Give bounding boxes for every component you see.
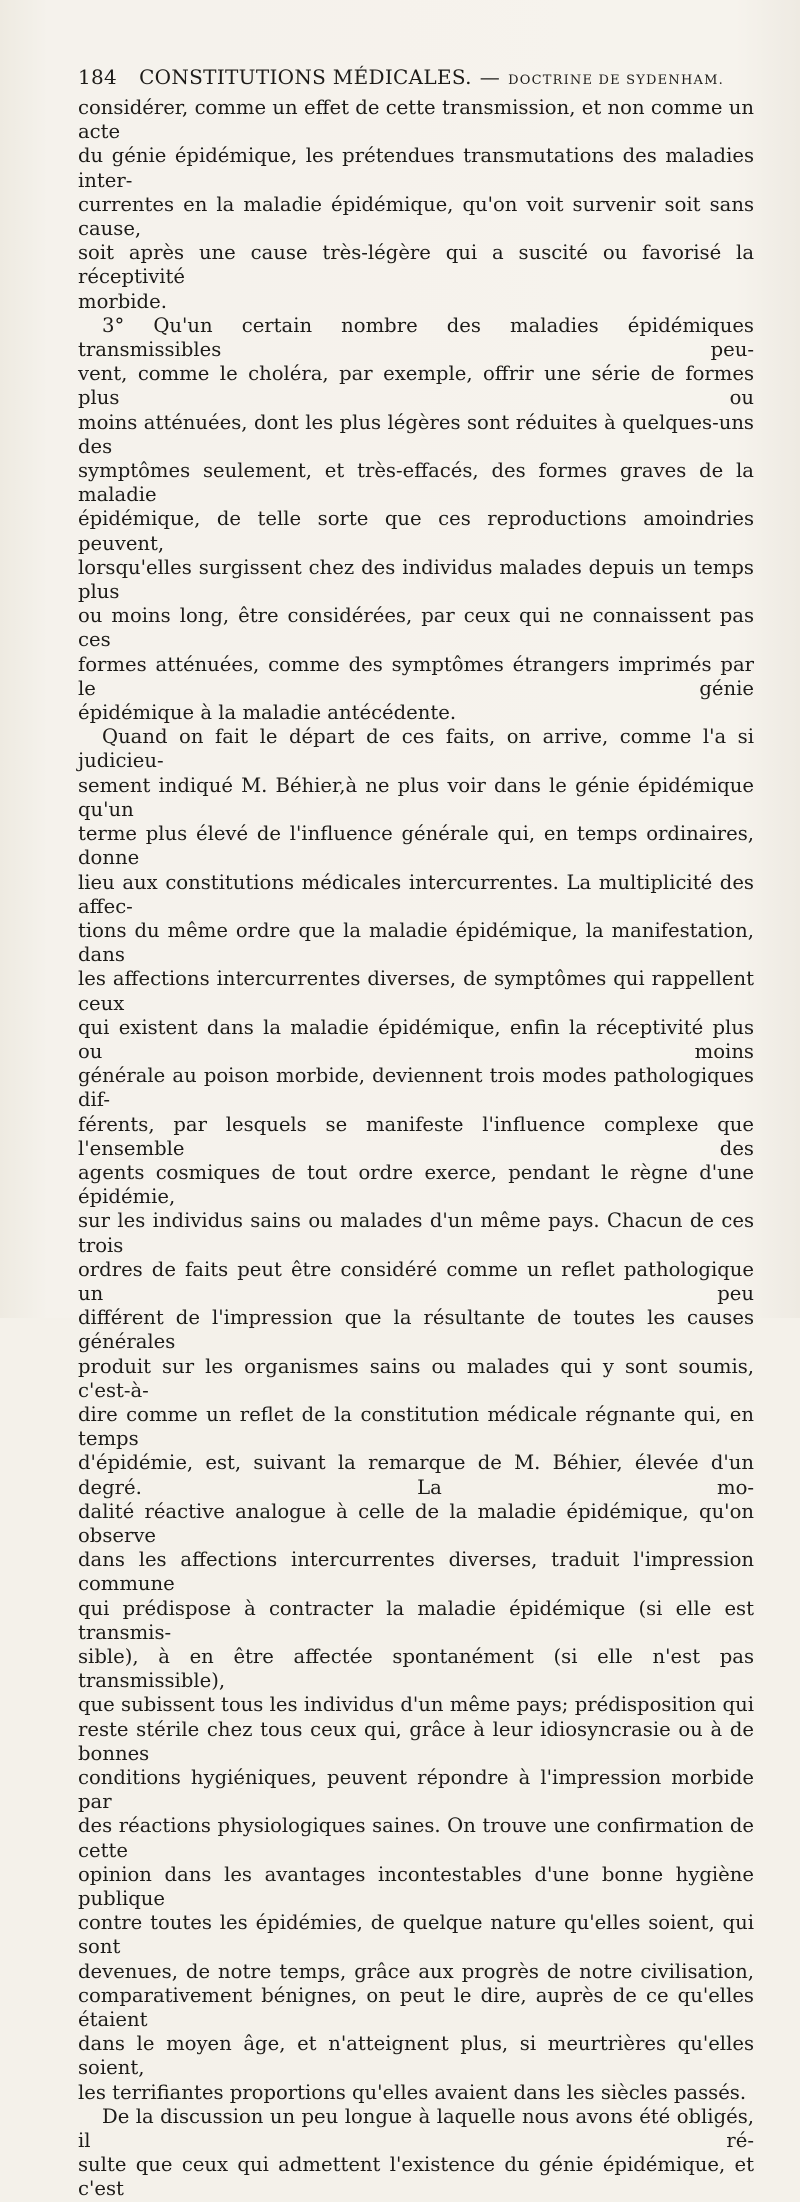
text-line: générale au poison morbide, deviennent trois modes pathologiques dif-	[78, 1064, 754, 1112]
running-subtitle: DOCTRINE DE SYDENHAM.	[508, 73, 724, 88]
text-line: soit après une cause très-légère qui a suscité ou favorisé la réceptivité	[78, 241, 754, 289]
text-line: De la discussion un peu longue à laquelle nous avons été obligés, il ré-	[78, 2104, 754, 2153]
text-line: dans le moyen âge, et n'atteignent plus, si meurtrières qu'elles soient,	[78, 2032, 754, 2080]
text-line: vent, comme le choléra, par exemple, offrir une série de formes plus ou	[78, 362, 754, 410]
text-line: opinion dans les avantages incontestables d'une bonne hygiène publique	[78, 1862, 754, 1911]
text-line: les affections intercurrentes diverses, de symptômes qui rappellent ceux	[78, 967, 754, 1015]
text-line: épidémique, de telle sorte que ces reproductions amoindries peuvent,	[78, 507, 754, 555]
text-line: Quand on fait le départ de ces faits, on arrive, comme l'a si judicieu-	[78, 725, 754, 773]
text-line: contre toutes les épidémies, de quelque nature qu'elles soient, qui sont	[78, 1911, 754, 1959]
text-line: épidémique à la maladie antécédente.	[78, 701, 457, 725]
text-line: différent de l'impression que la résultante de toutes les causes générales	[78, 1306, 754, 1354]
text-line: ou moins long, être considérées, par ceux qui ne connaissent pas ces	[78, 604, 754, 652]
text-line: currentes en la maladie épidémique, qu'on voit survenir soit sans cause,	[78, 192, 754, 241]
text-line: moins atténuées, dont les plus légères sont réduites à quelques-uns des	[78, 410, 754, 458]
text-line: sur les individus sains ou malades d'un même pays. Chacun de ces trois	[78, 1209, 754, 1257]
text-line: les terrifiantes proportions qu'elles avaient dans les siècles passés.	[78, 2080, 747, 2104]
text-line: dire comme un reflet de la constitution médicale régnante qui, en temps	[78, 1402, 754, 1451]
body-text	[78, 96, 754, 2202]
text-line: conditions hygiéniques, peuvent répondre à l'impression morbide par	[78, 1766, 754, 1814]
text-line: symptômes seulement, et très-effacés, des formes graves de la maladie	[78, 459, 754, 507]
header-dash: —	[479, 65, 501, 89]
text-line: dalité réactive analogue à celle de la maladie épidémique, qu'on observe	[78, 1499, 754, 1547]
text-line: des réactions physiologiques saines. On trouve une confirmation de cette	[78, 1814, 754, 1862]
text-line: dans les affections intercurrentes diverses, traduit l'impression commune	[78, 1548, 754, 1596]
text-line: formes atténuées, comme des symptômes étrangers imprimés par le génie	[78, 652, 754, 700]
text-line: lieu aux constitutions médicales intercurrentes. La multiplicité des affec-	[78, 870, 754, 918]
text-line: du génie épidémique, les prétendues transmutations des maladies inter-	[78, 144, 754, 192]
text-line: que subissent tous les individus d'un même pays; prédisposition qui	[78, 1693, 754, 1717]
text-line: férents, par lesquels se manifeste l'influence complexe que l'ensemble des	[78, 1112, 754, 1160]
text-line: ordres de faits peut être considéré comme un reflet pathologique un peu	[78, 1257, 754, 1305]
text-line: 3° Qu'un certain nombre des maladies épidémiques transmissibles peu-	[78, 313, 754, 362]
text-line: agents cosmiques de tout ordre exerce, pendant le règne d'une épidémie,	[78, 1160, 754, 1209]
text-line: lorsqu'elles surgissent chez des individus malades depuis un temps plus	[78, 555, 754, 604]
text-line: morbide.	[78, 289, 167, 313]
text-line: considérer, comme un effet de cette transmission, et non comme un acte	[78, 96, 754, 144]
text-line: terme plus élevé de l'influence générale qui, en temps ordinaires, donne	[78, 822, 754, 870]
page-header	[78, 62, 754, 92]
text-line: d'épidémie, est, suivant la remarque de M. Béhier, élevée d'un degré. La mo-	[78, 1451, 754, 1499]
text-line: qui prédispose à contracter la maladie épidémique (si elle est transmis-	[78, 1596, 754, 1644]
text-line: qui existent dans la maladie épidémique, enfin la réceptivité plus ou moins	[78, 1015, 754, 1063]
page-number: 184	[78, 65, 118, 89]
text-line: sement indiqué M. Béhier,à ne plus voir dans le génie épidémique qu'un	[78, 773, 754, 821]
running-title: CONSTITUTIONS MÉDICALES.	[139, 65, 472, 89]
text-line: sulte que ceux qui admettent l'existence du génie épidémique, et c'est	[78, 2153, 754, 2201]
text-line: produit sur les organismes sains ou malades qui y sont soumis, c'est-à-	[78, 1354, 754, 1402]
text-line: tions du même ordre que la maladie épidémique, la manifestation, dans	[78, 918, 754, 967]
text-line: reste stérile chez tous ceux qui, grâce à leur idiosyncrasie ou à de bonnes	[78, 1717, 754, 1765]
text-line: sible), à en être affectée spontanément (si elle n'est pas transmissible),	[78, 1645, 754, 1693]
text-line: devenues, de notre temps, grâce aux progrès de notre civilisation,	[78, 1959, 754, 1983]
text-line: comparativement bénignes, on peut le dire, auprès de ce qu'elles étaient	[78, 1983, 754, 2032]
